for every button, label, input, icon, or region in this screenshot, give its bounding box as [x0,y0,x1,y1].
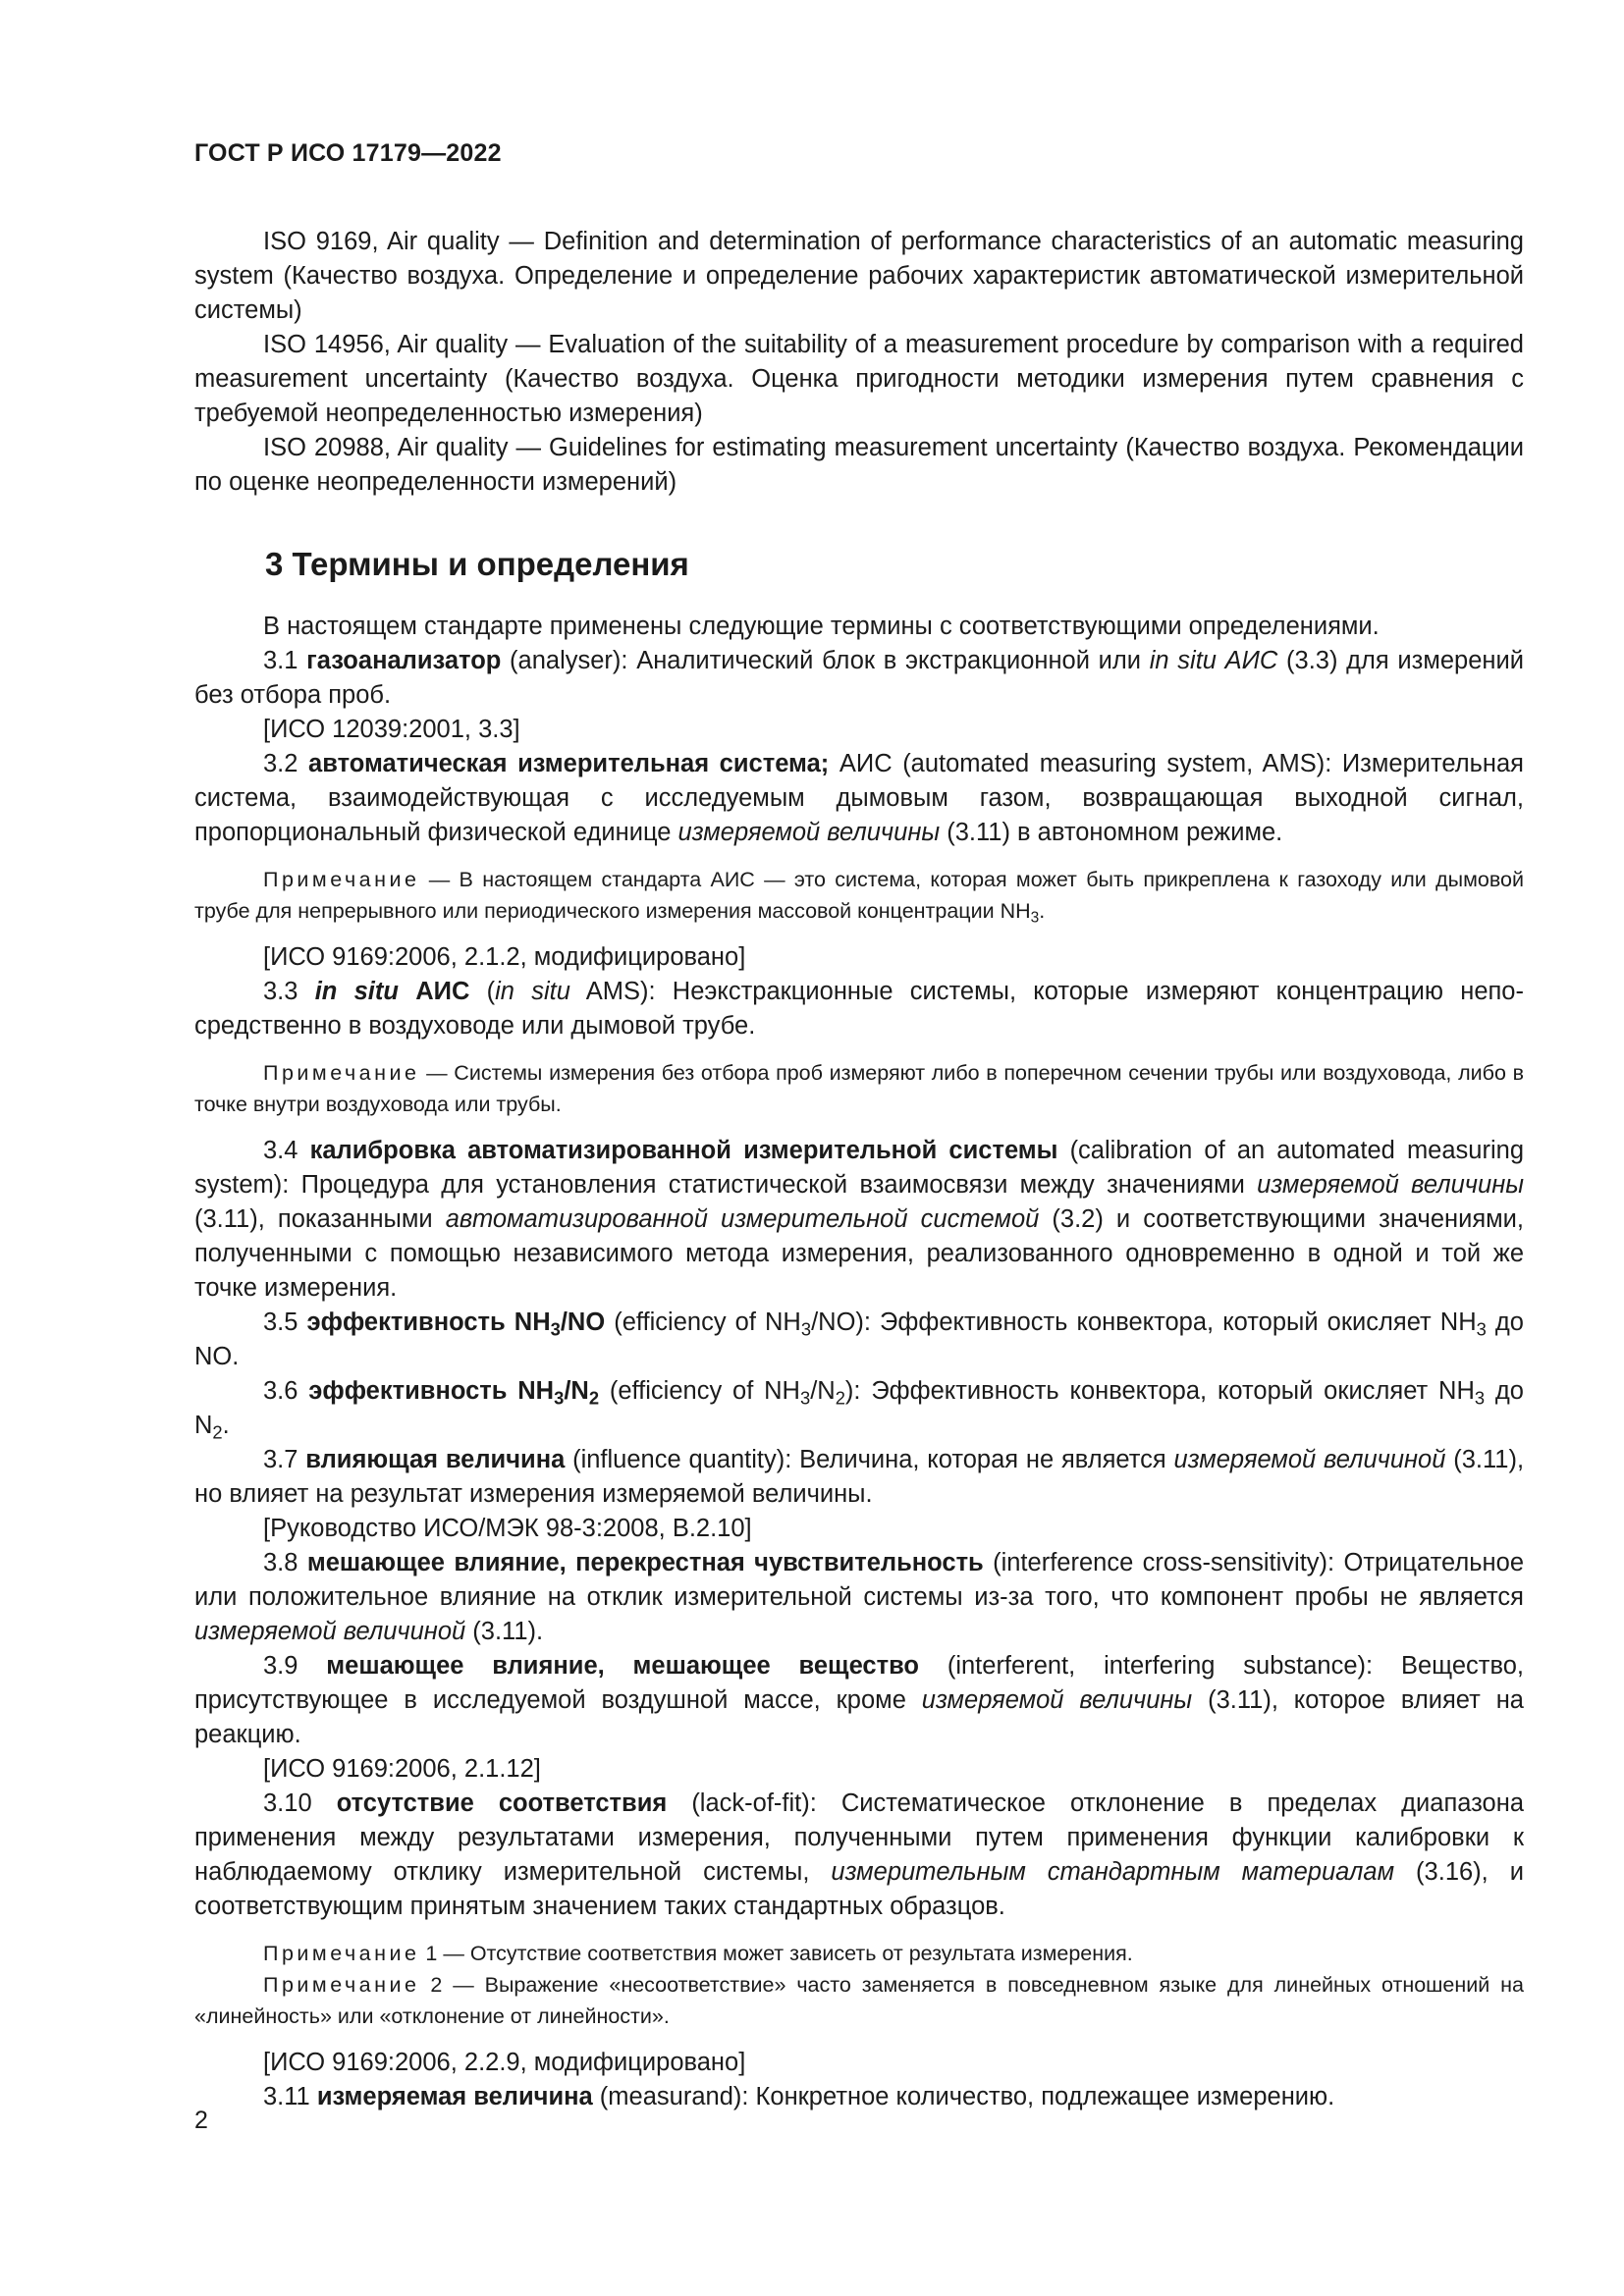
reference-iso-20988: ISO 20988, Air quality — Guidelines for estimating measurement uncertainty (Качество воздуха. Рекомендации по оценке неопределенности измерений) [194,434,1524,496]
term-number: 3.9 [263,1652,298,1680]
term-name: мешающее влияние, перекрестная чувствительность [306,1549,984,1576]
term-3-3: 3.3 in situ АИС (in situ AMS): Неэкстракционные системы, которые измеряют концентрацию непосредственно в воздуховоде или дымовой трубе. [194,978,1524,1040]
note-label: Примечание [263,868,420,891]
term-source: [ИСО 12039:2001, 3.3] [263,716,520,743]
term-note: Примечание — В настоящем стандарта АИС — это система, которая может быть прикреплена к газоходу или дымовой трубе для непрерывного или периодического измерения массовой концентрации $NH_3$. [194,868,1524,927]
term-number: 3.6 [263,1377,298,1405]
term-source: [Руководство ИСО/МЭК 98-3:2008, В.2.10] [263,1515,752,1542]
reference-iso-14956: ISO 14956, Air quality — Evaluation of the suitability of a measurement procedure by comparison with a required measurement uncertainty (Качество воздуха. Оценка пригодности методики измерения путем сравнения с требуемой неопределенностью измерения) [194,331,1524,427]
term-name: газоанализатор [306,647,502,674]
term-note: Примечание 1 — Отсутствие соответствия может зависеть от результата измерения. [263,1942,1133,1965]
term-name: влияющая величина [305,1446,566,1473]
term-3-8: 3.8 мешающее влияние, перекрестная чувствительность (interference cross-sensitivity): Отрицательное или положительное влияние на отклик измерительной системы из-за того, что компонент пробы не является измеряемой величиной (3.11). [194,1549,1524,1645]
term-number: 3.5 [263,1308,298,1336]
term-3-5: 3.5 эффективность $NH_3/NO$ (efficiency of $NH_3/NO$): Эффективность конвектора, который окисляет $NH_3$ до NO. [194,1308,1524,1370]
document-page [194,139,1524,2114]
term-name: эффективность $NH_3/N_2$ [308,1377,600,1409]
term-3-7: 3.7 влияющая величина (influence quantity): Величина, которая не является измеряемой величиной (3.11), но влияет на результат измерения измеряемой величины. [194,1446,1525,1508]
term-number: 3.4 [263,1137,298,1164]
note-label: Примечание [263,1942,420,1965]
term-name: мешающее влияние, мешающее вещество [326,1652,919,1680]
note-label: Примечание [263,1973,420,1997]
term-note: Примечание — Системы измерения без отбора проб измеряют либо в поперечном сечении трубы или воздуховода, либо в точке внутри воздуховода или трубы. [194,1061,1524,1116]
term-source: [ИСО 9169:2006, 2.2.9, модифицировано] [263,2049,746,2076]
section-intro: В настоящем стандарте применены следующие термины с соответствующими определениями. [263,613,1380,640]
term-3-10: 3.10 отсутствие соответствия (lack-of-fit): Систематическое отклонение в пределах диапазона применения между результатами измерения, полученными путем применения функции калибровки к наблюдаемому отклику измерительной системы, измерительным стандартным материалам (3.16), и соответствующим принятым значением таких стандартных образцов. [194,1789,1524,1920]
note-label: Примечание [263,1061,420,1085]
document-header: ГОСТ Р ИСО 17179—2022 [194,139,502,167]
term-3-2: 3.2 автоматическая измерительная система; АИС (automated measuring system, AMS): Измерительная система, взаимодействующая с исследуемым дымовым газом, возвращающая выходной сигнал, пропорциональный физической единице измеряемой величины (3.11) в автономном режиме. [194,750,1524,846]
term-3-4: 3.4 калибровка автоматизированной измерительной системы (calibration of an automated measuring system): Процедура для установления статистической взаимосвязи между значениями измеряемой величины (3.11), показанными автоматизированной измерительной системой (3.2) и соответствующими значениями, полученными с помощью независимого метода измерения, реализованного одновременно в одной и той же точке измерения. [194,1137,1525,1302]
term-3-6: 3.6 эффективность $NH_3/N_2$ (efficiency of $NH_3/N_2$): Эффективность конвектора, который окисляет $NH_3$ до $N_2$. [194,1377,1524,1443]
term-name: отсутствие соответствия [336,1789,668,1817]
term-number: 3.11 [263,2083,310,2110]
term-3-11: 3.11 измеряемая величина (measurand): Конкретное количество, подлежащее измерению. [263,2083,1335,2110]
term-name: измеряемая величина [316,2083,593,2110]
term-number: 3.10 [263,1789,312,1817]
term-number: 3.8 [263,1549,298,1576]
term-number: 3.3 [263,978,298,1005]
term-name: калибровка автоматизированной измерительной системы [309,1137,1058,1164]
term-note: Примечание 2 — Выражение «несоответствие» часто заменяется в повседневном языке для линейных отношений на «линейность» или «отклонение от линейности». [194,1973,1524,2028]
term-source: [ИСО 9169:2006, 2.1.12] [263,1755,541,1783]
section-title: 3 Термины и определения [265,546,689,582]
term-name: эффективность $NH_3/NO$ [306,1308,606,1340]
page-number: 2 [194,2107,208,2134]
term-3-1: 3.1 газоанализатор (analyser): Аналитический блок в экстракционной или in situ АИС (3.3) для измерений без отбора проб. [194,647,1524,709]
term-number: 3.7 [263,1446,298,1473]
term-number: 3.2 [263,750,298,777]
term-name: in situ АИС [314,978,470,1005]
term-number: 3.1 [263,647,298,674]
term-name: автоматическая измерительная система; [308,750,830,777]
reference-iso-9169: ISO 9169, Air quality — Definition and determination of performance characteristics of an automatic measuring system (Качество воздуха. Определение и определение рабочих характеристик автоматической измерительной системы) [194,228,1524,324]
term-source: [ИСО 9169:2006, 2.1.2, модифицировано] [263,943,746,971]
term-3-9: 3.9 мешающее влияние, мешающее вещество (interferent, interfering substance): Вещество, присутствующее в исследуемой воздушной массе, кроме измеряемой величины (3.11), которое влияет на реакцию. [194,1652,1524,1748]
